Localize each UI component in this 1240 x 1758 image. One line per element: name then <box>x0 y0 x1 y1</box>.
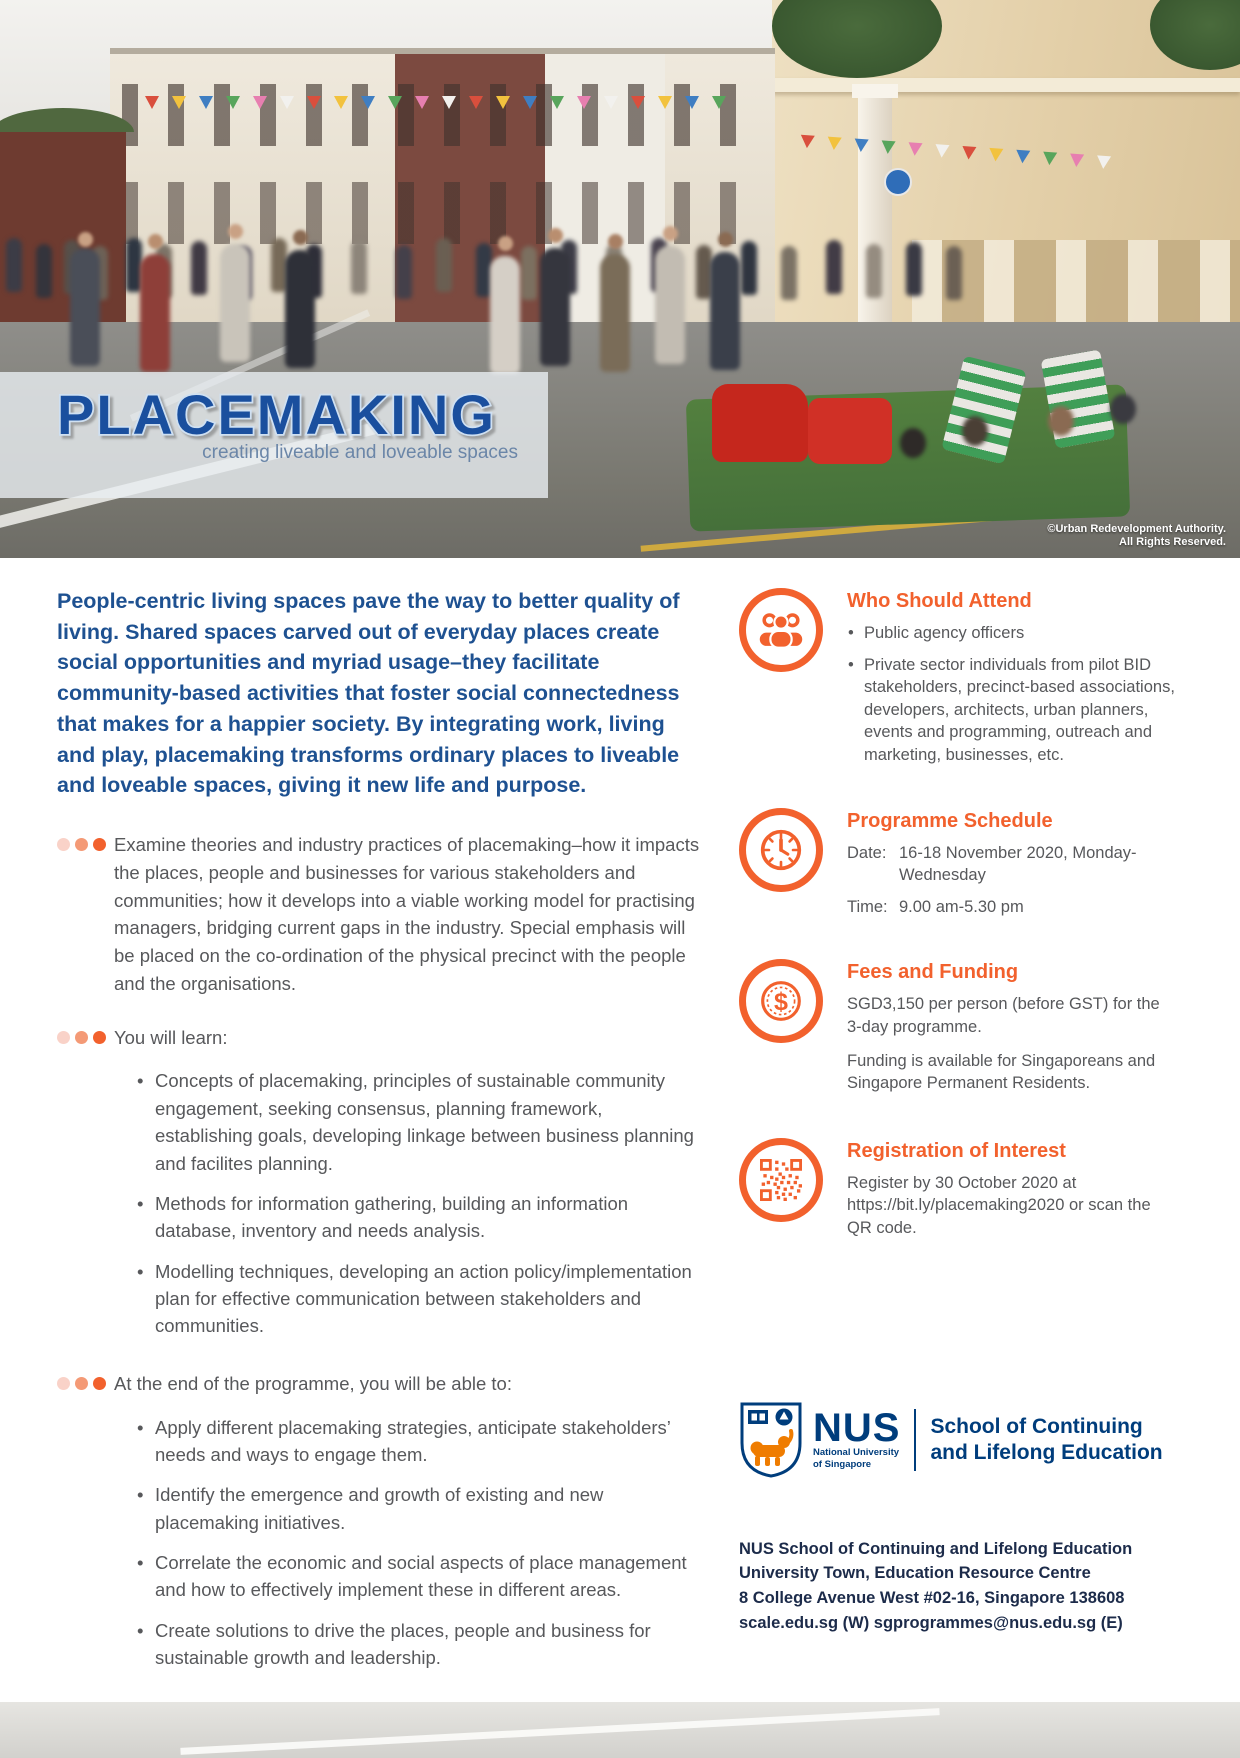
time-value: 9.00 am-5.30 pm <box>899 897 1024 916</box>
bottom-road-strip <box>0 1702 1240 1758</box>
hero-foliage <box>772 0 942 78</box>
who-should-attend-block <box>739 588 1190 776</box>
registration-text: Register by 30 October 2020 at https://bit.ly/placemaking2020 or scan the QR code. <box>847 1173 1151 1237</box>
section-outcomes <box>57 1370 705 1398</box>
block-heading: Programme Schedule <box>847 809 1053 832</box>
list-item: • Identify the emergence and growth of existing and new placemaking initiatives. <box>135 1481 705 1536</box>
block-heading: Fees and Funding <box>847 961 1019 984</box>
section-overview-text: Examine theories and industry practices of placemaking–how it impacts the places, people and businesses for various stakeholders and communities; how it develops into a viable working model for practising managers, bridging current gaps in the industry. Special emphasis will be placed on the co-ordination of the physical precinct with the people and the organisations. <box>114 834 700 994</box>
people-icon <box>739 588 823 672</box>
main-content <box>0 558 1240 1702</box>
triple-dot-bullet <box>57 1370 114 1398</box>
block-heading: Who Should Attend <box>847 590 1032 612</box>
fees-text: SGD3,150 per person (before GST) for the 3-day programme. <box>847 995 1160 1036</box>
triple-dot-bullet <box>57 1024 114 1052</box>
date-label: Date: <box>847 843 887 862</box>
section-overview <box>57 831 705 998</box>
red-chair <box>808 398 892 464</box>
fees-funding-block <box>739 959 1190 1105</box>
list-item: • Private sector individuals from pilot BID stakeholders, precinct-based associations, developers, architects, urban planners, events and programming, outreach and marketing, businesses, etc. <box>847 654 1177 767</box>
list-item: • Concepts of placemaking, principles of sustainable community engagement, seeking consensus, planning framework, establishing goals, developing linkage between business planning and facilites planning. <box>135 1067 705 1177</box>
nus-scale-logo: NUS National University of Singapore School of Continuing and Lifelong Education <box>739 1401 1190 1479</box>
hero-crowd <box>6 238 22 292</box>
hero-photo <box>0 0 1240 558</box>
hero-street-sign <box>884 168 912 196</box>
date-value: 16-18 November 2020, Monday-Wednesday <box>899 843 1137 885</box>
list-item: • Correlate the economic and social aspects of place management and how to effectively implement these in different areas. <box>135 1549 705 1604</box>
outcomes-bullet-list <box>57 1414 705 1672</box>
dollar-glyph: $ <box>774 988 788 1017</box>
hero-temple-building <box>0 130 126 328</box>
bunting-flags <box>145 96 765 109</box>
left-column <box>57 586 705 1702</box>
address-line: University Town, Education Resource Centre <box>739 1564 1091 1583</box>
programme-schedule-block <box>739 808 1190 928</box>
list-item: • Modelling techniques, developing an action policy/implementation plan for effective communication between stakeholders and communities. <box>135 1258 705 1340</box>
registration-link[interactable]: https://bit.ly/placemaking2020 <box>847 1196 1065 1215</box>
hero-crowd <box>70 248 100 366</box>
funding-text: Funding is available for Singaporeans and Singapore Permanent Residents. <box>847 1051 1156 1093</box>
qr-code-icon <box>739 1138 823 1222</box>
photo-credit: ©Urban Redevelopment Authority. All Rights Reserved. <box>1047 522 1226 549</box>
right-column <box>739 586 1190 1636</box>
list-item: • Methods for information gathering, building an information database, inventory and needs analysis. <box>135 1190 705 1245</box>
page-title-art <box>55 382 533 448</box>
intro-paragraph: People-centric living spaces pave the way to better quality of living. Shared spaces carved out of everyday places create social opportunities and myriad usage–they facilitate community-based activities that foster social connectedness that makes for a happier society. By integrating work, living and play, placemaking transforms ordinary places to liveable and loveable spaces, giving it new life and purpose. <box>57 589 680 798</box>
list-item: • Apply different placemaking strategies, anticipate stakeholders’ needs and ways to engage them. <box>135 1414 705 1469</box>
address-line: scale.edu.sg (W) sgprogrammes@nus.edu.sg (E) <box>739 1613 1123 1632</box>
learn-bullet-list <box>57 1067 705 1339</box>
title-banner <box>0 372 548 498</box>
tagline: creating liveable and loveable spaces <box>202 442 518 463</box>
list-item: • Create solutions to drive the places, people and business for sustainable growth and leadership. <box>135 1617 705 1672</box>
clock-icon <box>739 808 823 892</box>
red-chair <box>712 384 808 462</box>
school-name: School of Continuing and Lifelong Education <box>930 1414 1163 1464</box>
time-label: Time: <box>847 897 888 916</box>
triple-dot-bullet <box>57 831 114 998</box>
list-item: • Public agency officers <box>847 622 1177 645</box>
hero-shophouses <box>110 48 775 334</box>
registration-block <box>739 1138 1190 1251</box>
address-line: 8 College Avenue West #02-16, Singapore 138608 <box>739 1589 1125 1607</box>
section-lead: At the end of the programme, you will be able to: <box>114 1372 512 1394</box>
footer-address <box>739 1537 1190 1636</box>
nus-acronym: NUS <box>813 1406 901 1451</box>
schedule-time-row <box>847 896 1137 919</box>
block-heading: Registration of Interest <box>847 1139 1066 1162</box>
schedule-date-row <box>847 842 1137 887</box>
dollar-coin-icon <box>739 959 823 1043</box>
attend-list <box>847 622 1177 767</box>
page-title: PLACEMAKING <box>57 383 496 446</box>
section-lead: You will learn: <box>114 1026 228 1048</box>
section-you-will-learn <box>57 1024 705 1052</box>
nus-shield-icon <box>739 1401 803 1479</box>
address-line: NUS School of Continuing and Lifelong Education <box>739 1539 1133 1558</box>
